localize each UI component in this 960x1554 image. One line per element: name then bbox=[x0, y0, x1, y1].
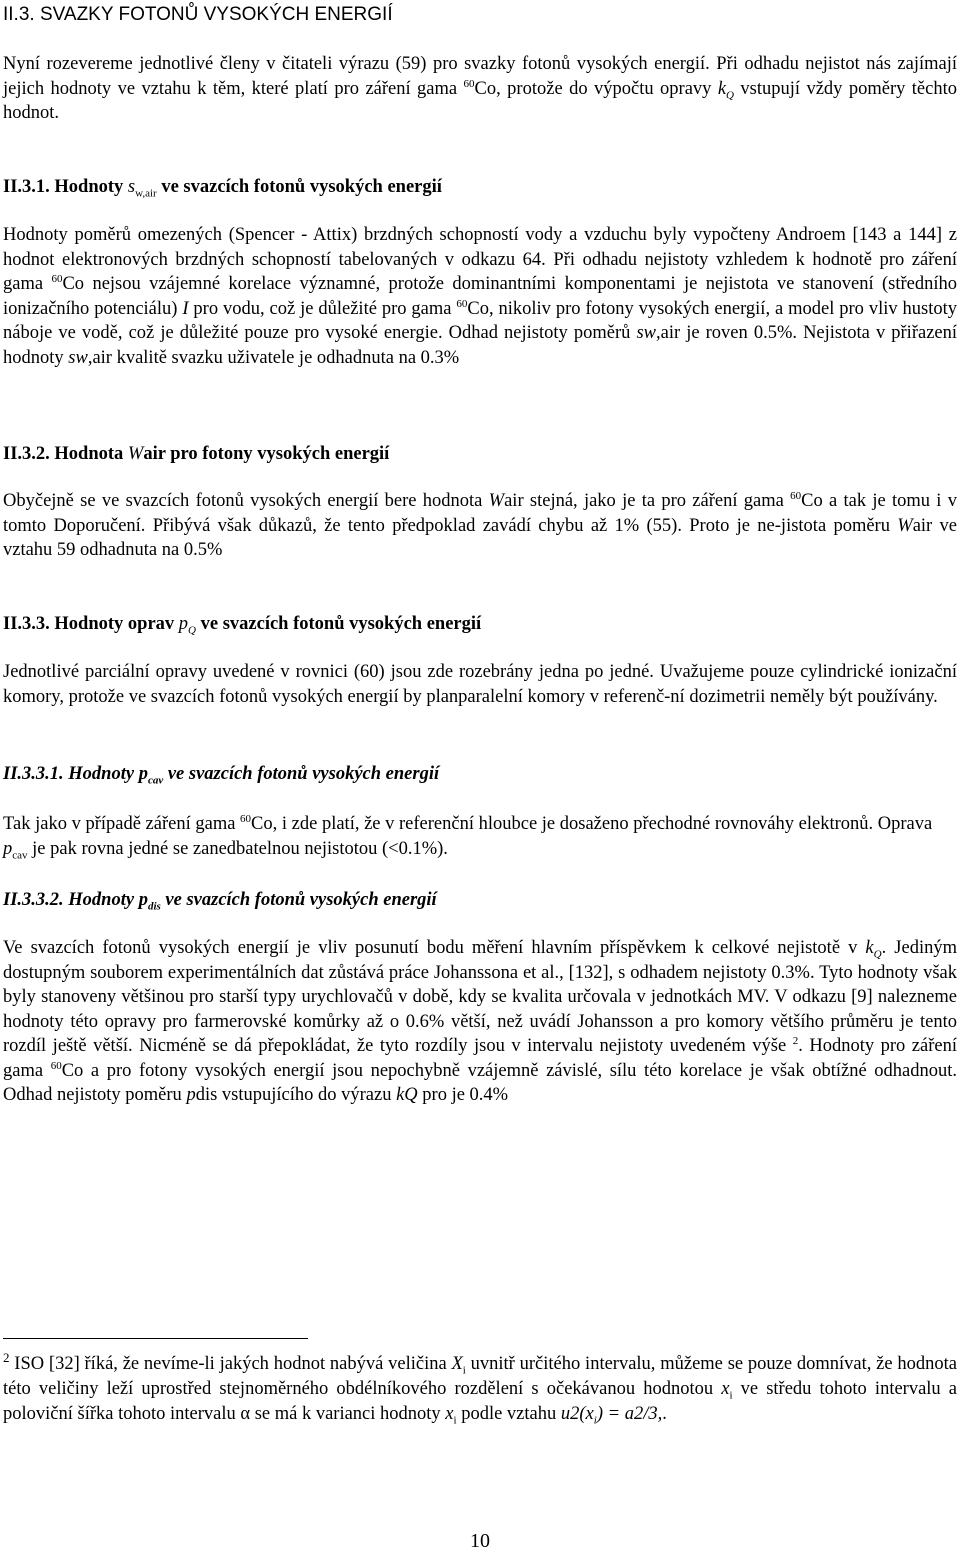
heading-3-3-1: II.3.3.1. Hodnoty $p_{cav}$ ve svazcích fotonů vysokých energií bbox=[3, 764, 440, 787]
intro-paragraph: Nyní rozevereme jednotlivé členy v čitateli výrazu (59) pro svazky fotonů vysokých energií. Při odhadu nejistot nás zajímají jejich hodnoty ve vztahu k těm, které platí pro záření gama $^{60}$Co, protože do výpočtu opravy $k_Q$ vstupují vždy poměry těchto hodnot. bbox=[3, 54, 957, 123]
footnote-reference[interactable]: 2 bbox=[792, 1034, 799, 1047]
paragraph-3-3: Jednotlivé parciální opravy uvedené v rovnici (60) jsou zde rozebrány jedna po jedné. Uvažujeme pouze cylindrické ionizační komory, protože ve svazcích fotonů vysokých energií by planparalelní komory v referenč-ní dozimetrii neměly být používány. bbox=[3, 662, 957, 707]
paragraph-3-3-2: Ve svazcích fotonů vysokých energií je vliv posunutí bodu měření hlavním příspěvkem k celkové nejistotě v $k_Q$. Jediným dostupným souborem experimentálních dat zůstává práce Johanssona et al., [132], s odhadem nejistoty 0.3%. Tyto hodnoty však byly stanoveny většinou pro starší typy urychlovačů v době, kdy se kvalita určovala v jednotkách MV. V odkazu [9] nalezneme hodnoty této opravy pro farmerovské komůrky až o 0.6% větší, než uvádí Johansson a pro komory většího průměru je tento rozdíl ještě větší. Nicméně se dá přepokládat, že tyto rozdíly jsou v intervalu nejistoty uvedeném výše $^2$. Hodnoty pro záření gama $^{60}$Co a pro fotony vysokých energií jsou nepochybně vzájemně závislé, sílu této korelace je však obtížné odhadnout. Odhad nejistoty poměru pdis vstupujícího do výrazu kQ pro je 0.4% bbox=[3, 938, 957, 1105]
page-number: 10 bbox=[470, 1530, 490, 1552]
footnote: $^2$ ISO [32] říká, že nevíme-li jakých hodnot nabývá veličina $X_i$ uvnitř určitého intervalu, můžeme se pouze domnívat, že hodnota této veličiny leží uprostřed stejnoměrného obdélníkového rozdělení s očekávanou hodnotou $x_i$ ve středu tohoto intervalu a poloviční šířka tohoto intervalu α se má k varianci hodnoty $x_i$ podle vztahu $u2(x_i) = a2/3$,. bbox=[3, 1349, 958, 1427]
section-title: II.3. SVAZKY FOTONŮ VYSOKÝCH ENERGIÍ bbox=[3, 4, 393, 25]
heading-3-3-2: II.3.3.2. Hodnoty $p_{dis}$ ve svazcích fotonů vysokých energií bbox=[3, 890, 437, 913]
heading-3-2: II.3.2. Hodnota Wair pro fotony vysokých energií bbox=[3, 444, 390, 464]
paragraph-3-2: Obyčejně se ve svazcích fotonů vysokých energií bere hodnota Wair stejná, jako je ta pro záření gama $^{60}$Co a tak je tomu i v tomto Doporučení. Přibývá však důkazů, že tento předpoklad zavádí chybu až 1% (55). Proto je ne-jistota poměru Wair ve vztahu 59 odhadnuta na 0.5% bbox=[3, 489, 957, 560]
heading-3-1: II.3.1. Hodnoty $s_{w,air}$ ve svazcích fotonů vysokých energií bbox=[3, 177, 442, 200]
paragraph-3-3-1: Tak jako v případě záření gama $^{60}$Co, i zde platí, že v referenční hloubce je dosaženo přechodné rovnováhy elektronů. Oprava $p_{cav}$ je pak rovna jedné se zanedbatelnou nejistotou (<0.1%). bbox=[3, 812, 933, 862]
heading-3-3: II.3.3. Hodnoty oprav $p_Q$ ve svazcích fotonů vysokých energií bbox=[3, 614, 482, 637]
paragraph-3-1: Hodnoty poměrů omezených (Spencer - Attix) brzdných schopností vody a vzduchu byly vypočteny Androem [143 a 144] z hodnot elektronových brzdných schopností tabelovaných v odkazu 64. Při odhadu nejistoty vzhledem k hodnotě pro záření gama $^{60}$Co nejsou vzájemné korelace významné, protože dominantními komponentami je nejistota ve stanovení (středního ionizačního potenciálu) I pro vodu, což je důležité pro gama $^{60}$Co, nikoliv pro fotony vysokých energií, a model pro vliv hustoty náboje ve vodě, což je důležité pouze pro vysoké energie. Odhad nejistoty poměrů sw,air je roven 0.5%. Nejistota v přiřazení hodnoty sw,air kvalitě svazku uživatele je odhadnuta na 0.3% bbox=[3, 225, 958, 368]
footnote-separator bbox=[3, 1338, 308, 1339]
